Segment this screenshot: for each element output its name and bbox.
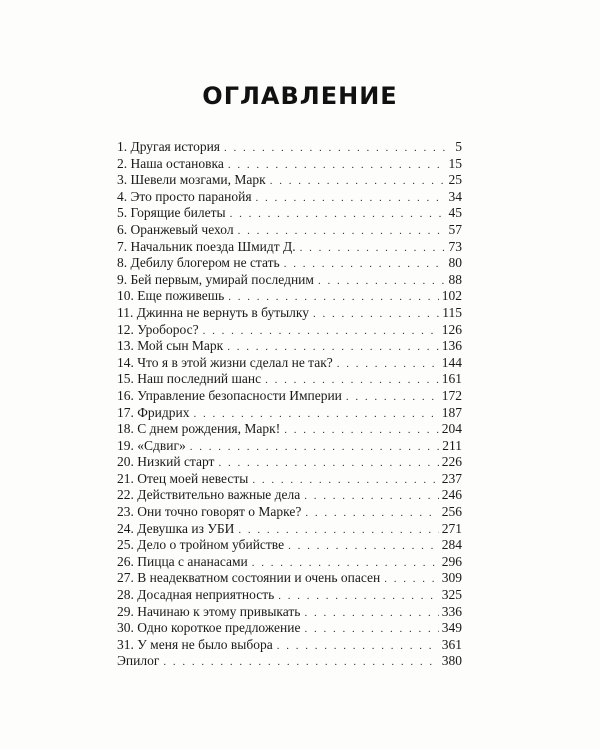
- page-title: ОГЛАВЛЕНИЕ: [202, 82, 398, 110]
- toc-entry: [117, 239, 462, 256]
- dot-leader: [265, 372, 439, 389]
- toc-entry-label: Эпилог: [117, 653, 160, 669]
- toc-entry-page-number: 73: [448, 238, 462, 254]
- toc-entry-page-number: 361: [441, 636, 462, 652]
- toc-entry-page-number: 144: [441, 354, 462, 370]
- toc-entry-label: 25. Дело о тройном убийстве: [117, 537, 285, 553]
- toc-entry-page-number: 296: [441, 553, 462, 569]
- toc-entry-page-number: 256: [441, 504, 462, 520]
- toc-entry-page-number: 136: [441, 338, 462, 354]
- dot-leader: [224, 140, 452, 157]
- toc-entry-label: 23. Они точно говорят о Марке?: [117, 504, 302, 520]
- toc-entry-label: 14. Что я в этой жизни сделал не так?: [117, 354, 333, 370]
- dot-leader: [252, 472, 438, 489]
- toc-entry-page-number: 45: [448, 205, 462, 221]
- toc-entry-page-number: 34: [448, 188, 462, 204]
- toc-entry: [117, 205, 462, 222]
- toc-entry: [117, 504, 462, 521]
- toc-entry: [117, 272, 462, 289]
- dot-leader: [252, 555, 439, 572]
- toc-entry-label: 15. Наш последний шанс: [117, 371, 262, 387]
- toc-entry-page-number: 271: [441, 520, 462, 536]
- dot-leader: [238, 522, 438, 539]
- toc-entry-page-number: 187: [441, 404, 462, 420]
- toc-entry-label: 4. Это просто паранойя: [117, 188, 252, 204]
- dot-leader: [228, 289, 438, 306]
- toc-entry-label: 29. Начинаю к этому привыкать: [117, 603, 301, 619]
- toc-entry-label: 9. Бей первым, умирай последним: [117, 271, 314, 287]
- toc-entry-page-number: 5: [455, 139, 462, 154]
- toc-entry-page-number: 325: [441, 587, 462, 603]
- toc-entry: [117, 139, 462, 156]
- toc-entry-page-number: 309: [441, 570, 462, 586]
- toc-entry-label: 18. С днем рождения, Марк!: [117, 421, 281, 437]
- toc-entry: [117, 537, 462, 554]
- toc-entry: [117, 620, 462, 637]
- toc-entry: [117, 604, 462, 621]
- toc-entry-page-number: 126: [441, 321, 462, 337]
- toc-entry-page-number: 246: [441, 487, 462, 503]
- toc-entry-label: 8. Дебилу блогером не стать: [117, 255, 280, 271]
- dot-leader: [288, 538, 439, 555]
- dot-leader: [300, 240, 446, 257]
- dot-leader: [163, 654, 438, 671]
- toc-entry: [117, 388, 462, 405]
- toc-entry-label: 1. Другая история: [117, 139, 221, 154]
- toc-entry: [117, 338, 462, 355]
- toc-entry-page-number: 161: [441, 371, 462, 387]
- dot-leader: [193, 406, 438, 423]
- toc-entry-label: 17. Фридрих: [117, 404, 190, 420]
- dot-leader: [278, 588, 439, 605]
- dot-leader: [384, 571, 439, 588]
- toc-entry-label: 6. Оранжевый чехол: [117, 221, 234, 237]
- toc-entry: [117, 587, 462, 604]
- dot-leader: [346, 389, 439, 406]
- dot-leader: [304, 488, 439, 505]
- toc-entry-label: 20. Низкий старт: [117, 454, 215, 470]
- toc-entry: [117, 637, 462, 654]
- dot-leader: [284, 256, 446, 273]
- dot-leader: [218, 455, 438, 472]
- toc-entry-page-number: 349: [441, 620, 462, 636]
- toc-entry-page-number: 336: [441, 603, 462, 619]
- toc-entry-page-number: 102: [441, 288, 462, 304]
- toc-entry-page-number: 15: [448, 155, 462, 171]
- dot-leader: [337, 356, 439, 373]
- toc-entry: [117, 570, 462, 587]
- toc-entry-page-number: 226: [441, 454, 462, 470]
- table-of-contents: [117, 139, 462, 670]
- toc-entry-page-number: 88: [448, 271, 462, 287]
- toc-entry: [117, 322, 462, 339]
- toc-entry: [117, 189, 462, 206]
- toc-entry-label: 12. Уроборос?: [117, 321, 199, 337]
- toc-entry-label: 2. Наша остановка: [117, 155, 224, 171]
- dot-leader: [230, 206, 446, 223]
- toc-entry: [117, 355, 462, 372]
- toc-entry-page-number: 80: [448, 255, 462, 271]
- toc-entry: [117, 172, 462, 189]
- toc-entry-label: 30. Одно короткое предложение: [117, 620, 301, 636]
- toc-entry-page-number: 284: [441, 537, 462, 553]
- toc-entry: [117, 305, 462, 322]
- dot-leader: [305, 505, 438, 522]
- toc-entry: [117, 521, 462, 538]
- toc-entry: [117, 421, 462, 438]
- dot-leader: [190, 439, 439, 456]
- toc-entry-label: 16. Управление безопасности Империи: [117, 387, 342, 403]
- toc-entry-label: 3. Шевели мозгами, Марк: [117, 172, 266, 188]
- dot-leader: [318, 273, 446, 290]
- dot-leader: [277, 638, 439, 655]
- toc-entry-label: 5. Горящие билеты: [117, 205, 226, 221]
- toc-entry: [117, 288, 462, 305]
- toc-entry-label: 7. Начальник поезда Шмидт Д.: [117, 238, 296, 254]
- toc-entry-label: 22. Действительно важные дела: [117, 487, 301, 503]
- toc-entry-page-number: 204: [441, 421, 462, 437]
- toc-entry: [117, 405, 462, 422]
- toc-entry: [117, 454, 462, 471]
- toc-entry: [117, 255, 462, 272]
- toc-entry-label: 11. Джинна не вернуть в бутылку: [117, 304, 310, 320]
- toc-entry-label: 10. Еще поживешь: [117, 288, 225, 304]
- dot-leader: [270, 173, 446, 190]
- toc-entry: [117, 554, 462, 571]
- dot-leader: [228, 157, 446, 174]
- toc-entry-label: 28. Досадная неприятность: [117, 587, 275, 603]
- toc-entry-label: 27. В неадекватном состоянии и очень опасен: [117, 570, 381, 586]
- toc-entry-label: 21. Отец моей невесты: [117, 470, 249, 486]
- toc-entry-page-number: 237: [441, 470, 462, 486]
- toc-entry-page-number: 380: [441, 653, 462, 669]
- toc-entry: [117, 222, 462, 239]
- dot-leader: [256, 190, 446, 207]
- toc-entry: [117, 438, 462, 455]
- toc-entry: [117, 371, 462, 388]
- dot-leader: [238, 223, 446, 240]
- toc-entry-page-number: 57: [448, 221, 462, 237]
- toc-entry-label: 24. Девушка из УБИ: [117, 520, 235, 536]
- toc-entry-label: 13. Мой сын Марк: [117, 338, 224, 354]
- dot-leader: [304, 621, 438, 638]
- dot-leader: [313, 306, 439, 323]
- toc-entry: [117, 471, 462, 488]
- toc-entry: [117, 156, 462, 173]
- dot-leader: [284, 422, 439, 439]
- toc-entry-page-number: 115: [442, 304, 462, 320]
- toc-entry-page-number: 25: [448, 172, 462, 188]
- dot-leader: [227, 339, 439, 356]
- dot-leader: [203, 323, 439, 340]
- toc-entry-label: 26. Пицца с ананасами: [117, 553, 248, 569]
- toc-entry-label: 31. У меня не было выбора: [117, 636, 273, 652]
- dot-leader: [304, 605, 438, 622]
- toc-entry: [117, 487, 462, 504]
- toc-entry-page-number: 172: [441, 387, 462, 403]
- toc-entry-page-number: 211: [442, 437, 462, 453]
- toc-entry-label: 19. «Сдвиг»: [117, 437, 186, 453]
- toc-entry: [117, 653, 462, 670]
